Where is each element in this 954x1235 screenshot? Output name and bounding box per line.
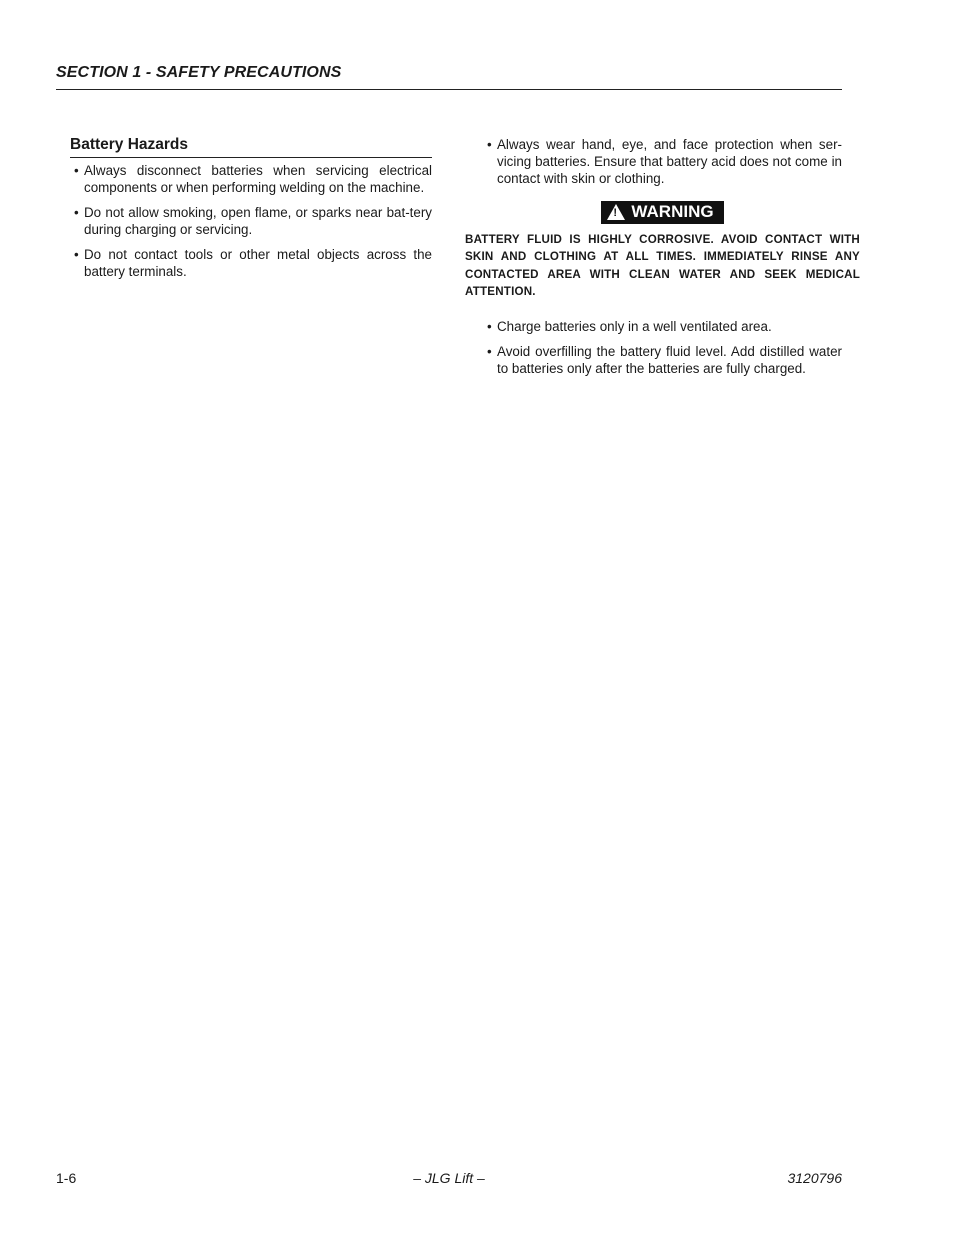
document-number: 3120796 (787, 1170, 842, 1186)
right-column (465, 136, 860, 385)
left-column (70, 136, 432, 288)
page-number: 1-6 (56, 1170, 77, 1186)
list-item: • Charge batteries only in a well ventilated area. (483, 318, 842, 335)
page-header (56, 64, 842, 90)
warning-text: BATTERY FLUID IS HIGHLY CORROSIVE. AVOID CONTACT WITH SKIN AND CLOTHING AT ALL TIMES. IMMEDIATELY RINSE ANY CONTACTED AREA WITH CLEAN WATER AND SEEK MEDICAL ATTENTION. (465, 233, 860, 298)
right-bottom-bullet-list (483, 318, 842, 377)
warning-label: WARNING (631, 202, 714, 221)
list-item: • Avoid overfilling the battery fluid level. Add distilled water to batteries only after the batteries are fully charged. (483, 343, 842, 377)
warning-badge (601, 201, 723, 224)
left-bullet-list (70, 162, 432, 280)
list-item: • Always wear hand, eye, and face protection when ser-vicing batteries. Ensure that battery acid does not come in contact with skin or clothing. (483, 136, 842, 187)
list-item: • Do not contact tools or other metal objects across the battery terminals. (70, 246, 432, 280)
section-title: SECTION 1 - SAFETY PRECAUTIONS (56, 64, 342, 81)
right-top-bullet-list (483, 136, 842, 187)
warning-badge-wrap (483, 201, 842, 225)
list-item: • Always disconnect batteries when servicing electrical components or when performing welding on the machine. (70, 162, 432, 196)
footer-center-text: – JLG Lift – (413, 1170, 485, 1186)
battery-hazards-heading: Battery Hazards (70, 136, 432, 158)
page-footer (56, 1170, 842, 1190)
warning-triangle-icon: ! (607, 204, 625, 220)
list-item: • Do not allow smoking, open flame, or sparks near bat-tery during charging or servicing. (70, 204, 432, 238)
